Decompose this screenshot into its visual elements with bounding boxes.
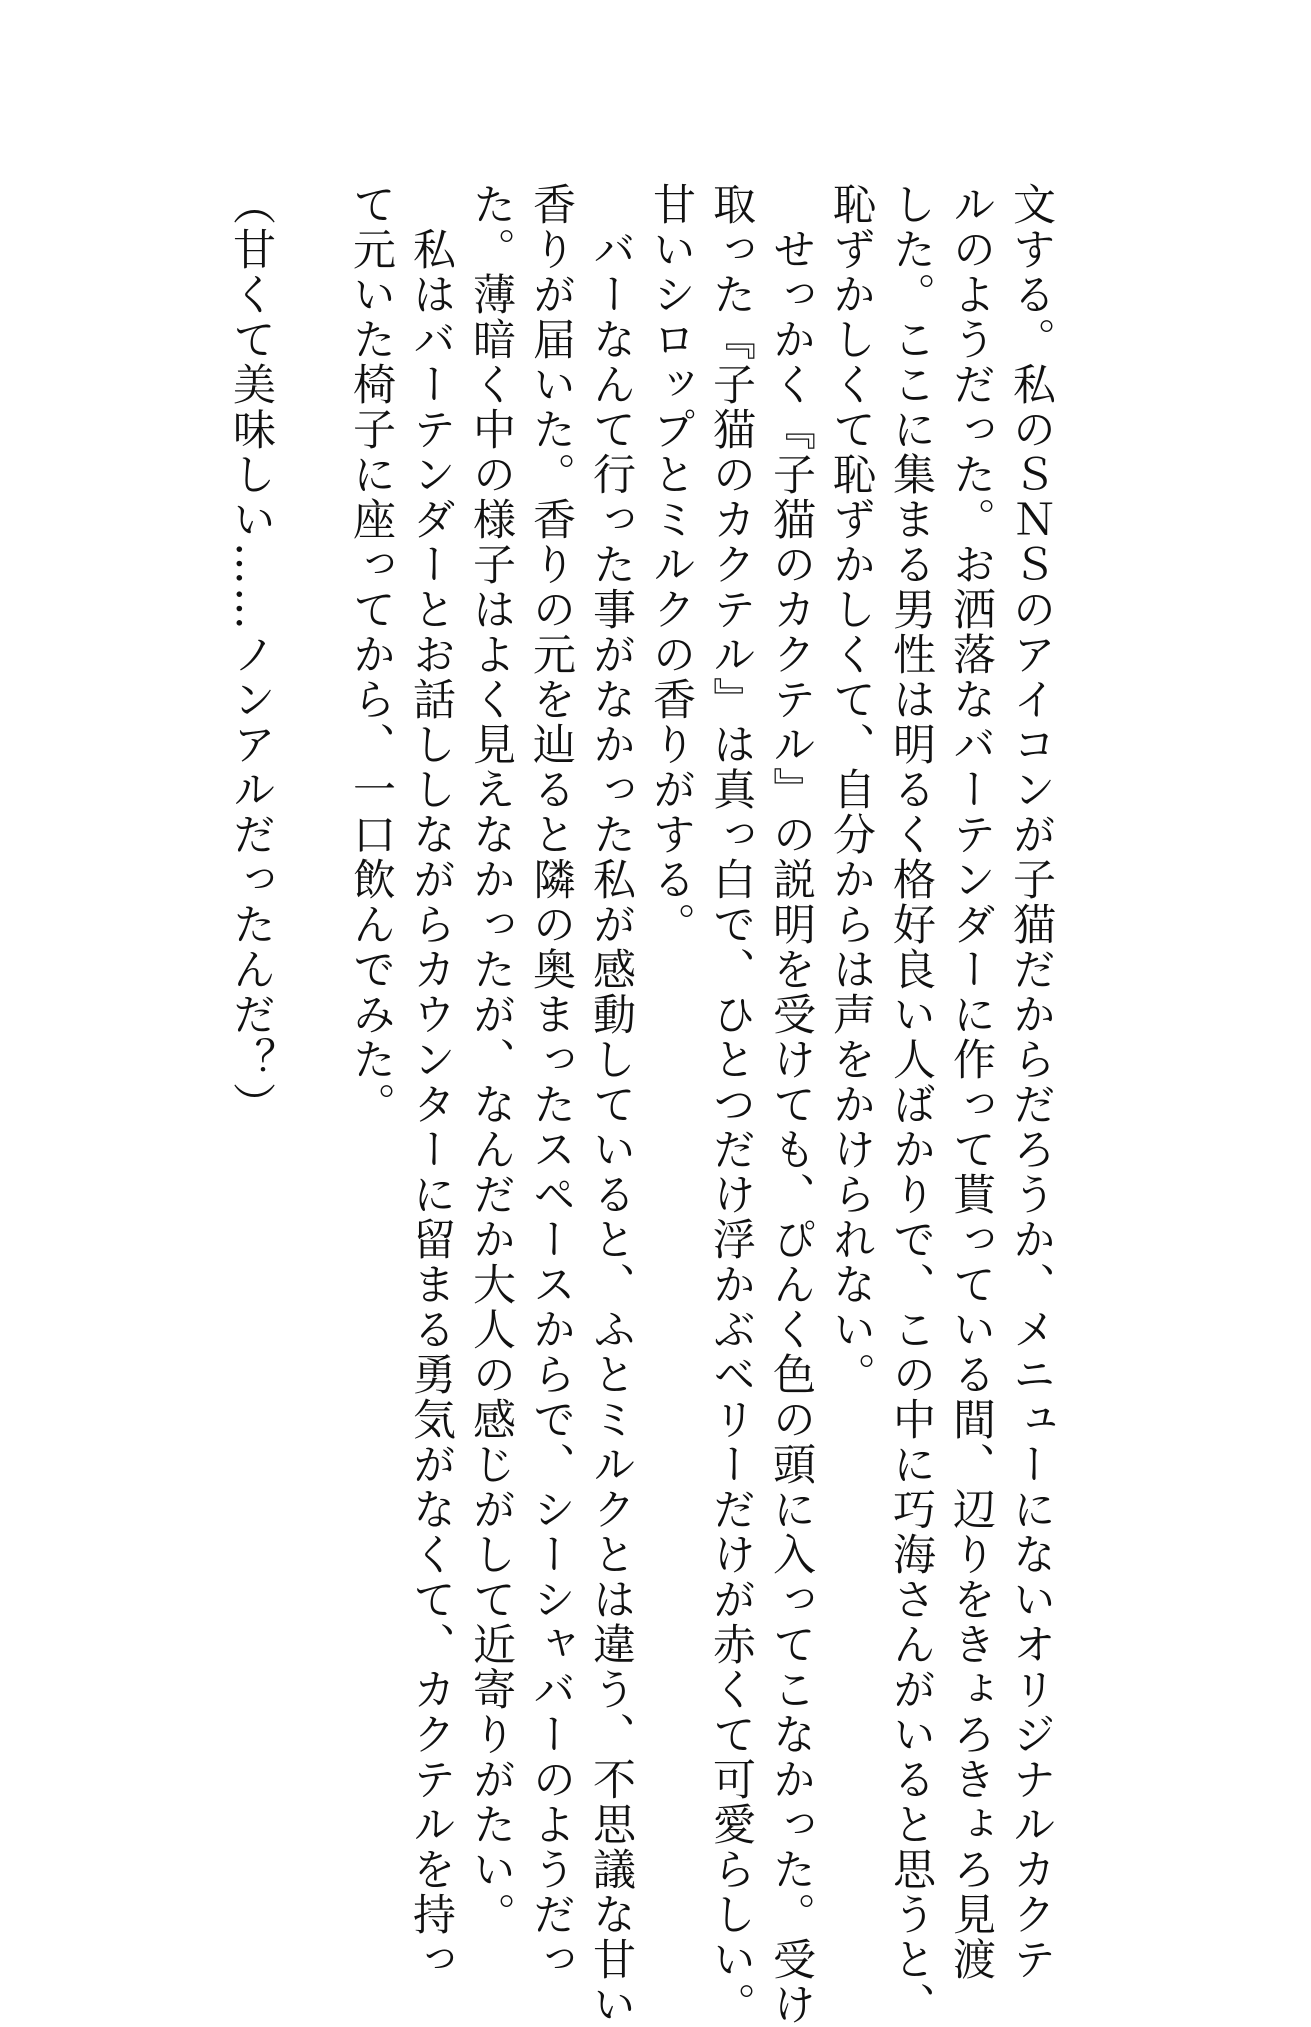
paragraph-4: 私はバーテンダーとお話ししながらカウンターに留まる勇気がなくて、カクテルを持っ て元いた椅子に座ってから、一口飲んでみた。 — [346, 182, 456, 1982]
paragraph-5-inner-thought: （甘くて美味しい……ノンアルだったんだ？） — [226, 182, 276, 1127]
paragraph-3: バーなんて行った事がなかった私が感動していると、ふとミルクとは違う、不思議な甘い 香りが届いた。香りの元を辿ると隣の奥まったスペースからで、シーシャバーのようだっ た。薄暗く中の様子はよく見えなかったが、なんだか大人の感じがして近寄りがたい。 — [466, 182, 636, 2027]
paragraph-2: せっかく『子猫のカクテル』の説明を受けても、ぴんく色の頭に入ってこなかった。受け 取った『子猫のカクテル』は真っ白で、ひとつだけ浮かぶベリーだけが赤くて可愛らしい。 甘いシロップとミルクの香りがする。 — [646, 182, 816, 2027]
vertical-text-body — [221, 182, 1061, 2027]
paragraph-1: 文する。私のＳＮＳのアイコンが子猫だからだろうか、メニューにないオリジナルカクテ ルのようだった。お洒落なバーテンダーに作って貰っている間、辺りをきょろきょろ見渡 した。ここに集まる男性は明るく格好良い人ばかりで、この中に巧海さんがいると思うと、 恥ずかしくて恥ずかしくて、自分からは声をかけられない。 — [826, 182, 1056, 2027]
blank-line-spacer — [281, 182, 341, 1652]
